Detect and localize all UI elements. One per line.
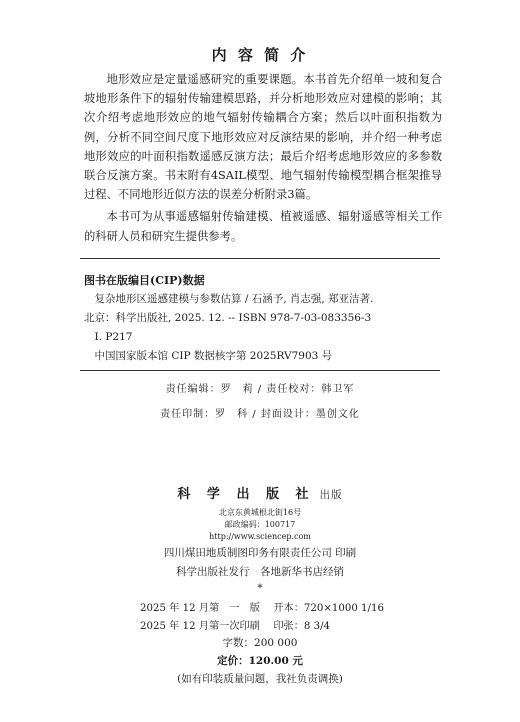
summary-paragraph: 地形效应是定量遥感研究的重要课题。本书首先介绍单一坡和复合坡地形条件下的辐射传输建模思路，并分析地形效应对建模的影响；其次介绍考虑地形效应的地气辐射传输耦合方案；然后以叶面积指数为例，分析不同空间尺度下地形效应对反演结果的影响，并介绍一种考虑地形效应的叶面积指数遥感反演方法；最后介绍考虑地形效应的多参数联合反演方案。书末附有4SAIL模型、地气辐射传输模型耦合框架推导过程、不同地形近似方法的误差分析附录3篇。 xyxy=(84,73,442,202)
printing-line: 2025 年 12 月第一次印刷 印张：8 3/4 xyxy=(140,621,331,632)
cip-record-line: 中国国家版本馆 CIP 数据核字第 2025RV7903 号 xyxy=(94,350,333,362)
section-divider xyxy=(80,258,440,259)
publisher-block xyxy=(0,483,520,543)
publisher-address: 北京东黄城根北街16号 xyxy=(218,508,302,517)
editor-credits: 责任编辑：罗 莉 / 责任校对：韩卫军 xyxy=(165,384,355,395)
summary-title: 内 容 简 介 xyxy=(211,46,309,64)
publisher-postcode: 邮政编码：100717 xyxy=(224,520,296,529)
cip-classification-line: Ⅰ. P217 xyxy=(94,331,133,343)
cip-title-line: 复杂地形区遥感建模与参数估算 / 石涵予, 肖志强, 郑亚洁著. xyxy=(94,293,374,305)
quality-notice: (如有印装质量问题，我社负责调换) xyxy=(177,673,343,685)
summary-body xyxy=(84,70,442,249)
cip-publication-line: 北京：科学出版社, 2025. 12. -- ISBN 978-7-03-083356-3 xyxy=(84,312,372,324)
publisher-url: http://www.sciencep.com xyxy=(209,532,311,541)
cip-heading: 图书在版编目(CIP)数据 xyxy=(84,274,205,287)
edition-line: 2025 年 12 月第 一 版 开本：720×1000 1/16 xyxy=(140,603,384,614)
wordcount-line: 字数：200 000 xyxy=(222,637,298,649)
cip-block xyxy=(84,271,444,366)
distributor-line: 科学出版社发行 各地新华书店经销 xyxy=(176,566,344,578)
printer-line: 四川煤田地质制图印务有限责任公司 印刷 xyxy=(163,547,357,559)
price-line: 定价：120.00 元 xyxy=(217,655,303,667)
production-credits: 责任印制：罗 科 / 封面设计：墨创文化 xyxy=(160,409,360,420)
section-divider xyxy=(80,370,440,371)
publisher-suffix: 出版 xyxy=(319,489,343,501)
separator-star: * xyxy=(257,582,263,594)
publisher-name: 科 学 出 版 社 xyxy=(177,487,315,502)
summary-paragraph: 本书可为从事遥感辐射传输建模、植被遥感、辐射遥感等相关工作的科研人员和研究生提供参考。 xyxy=(84,210,442,243)
